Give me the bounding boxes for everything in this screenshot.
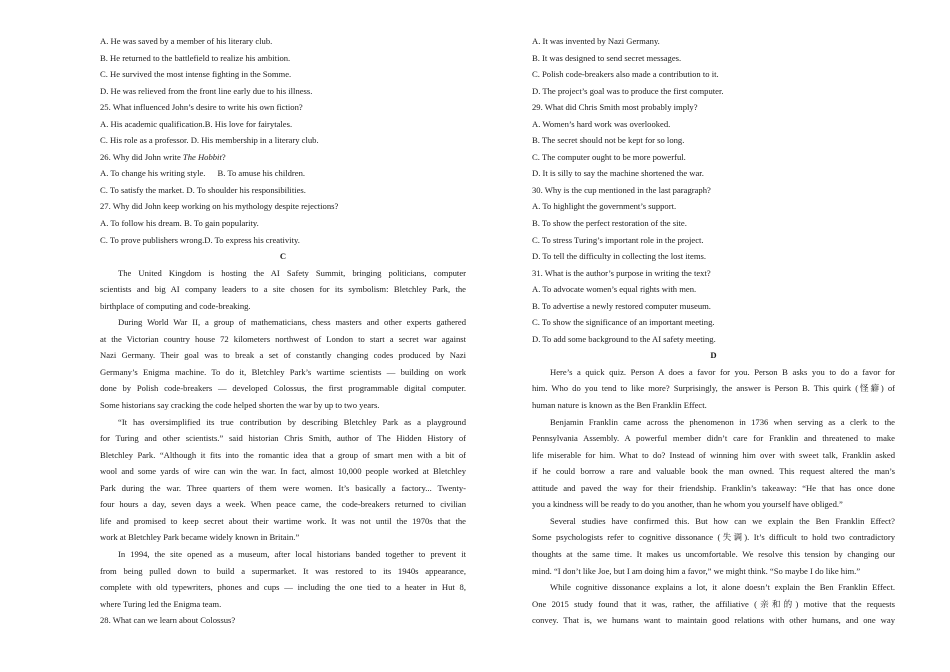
section-d-heading: D xyxy=(710,350,717,361)
q29-option-c: C. The computer ought to be more powerful. xyxy=(532,151,686,162)
q28-option-b: B. It was designed to send secret messages. xyxy=(532,52,682,63)
passage-line: if he could borrow a rare and valuable book the man owned. This request altered the man’s xyxy=(532,466,895,477)
q26-book-title: The Hobbit xyxy=(182,151,222,162)
q27-stem: 27. Why did John keep working on his mythology despite rejections? xyxy=(100,201,339,212)
q28-option-a: A. It was invented by Nazi Germany. xyxy=(532,36,660,46)
q26-stem xyxy=(100,149,466,166)
q24-option-c: C. He survived the most intense fighting in the Somme. xyxy=(100,69,292,80)
q27-options-ab: A. To follow his dream. B. To gain popularity. xyxy=(100,218,259,229)
q31-stem: 31. What is the author’s purpose in writing the text? xyxy=(532,267,711,278)
right-column xyxy=(532,33,895,629)
passage-line-last: birthplace of computing and code-breaking. xyxy=(100,300,251,311)
q31-option-a: A. To advocate women’s equal rights with men. xyxy=(532,284,697,295)
passage-line: from being pulled down to build a supermarket. It was restored to its 1940s appearance, xyxy=(100,565,466,576)
q29-stem: 29. What did Chris Smith most probably imply? xyxy=(532,102,698,113)
passage-line: four hours a day, seven days a week. When peace came, the code-breakers returned to civilian xyxy=(100,499,466,510)
q30-option-b: B. To show the perfect restoration of the site. xyxy=(532,218,687,229)
passage-line: While cognitive dissonance explains a lot, it alone doesn’t explain the Ben Franklin Effect. xyxy=(550,582,895,593)
passage-line: him. Who do you tend to like more? Surprisingly, the answer is Person B. This quirk (怪癖) of xyxy=(532,383,895,394)
passage-line: Here’s a quick quiz. Person A does a favor for you. Person B asks you to do a favor for xyxy=(550,366,895,377)
passage-line: Pennsylvania Assembly. A powerful member didn’t care for Franklin and threatened to make xyxy=(532,433,895,444)
passage-line: Several studies have confirmed this. But how can we explain the Ben Franklin Effect? xyxy=(550,515,895,526)
passage-line: “It has oversimplified its true contribution by describing Bletchley Park as a playground xyxy=(118,416,466,427)
passage-line: Nazi Germany. Their goal was to break a set of constantly changing codes produced by Nazi xyxy=(100,350,466,361)
q28-stem: 28. What can we learn about Colossus? xyxy=(100,615,236,626)
passage-line: One 2015 study found that it was, rather, the affiliative (亲和的) motive that the requests xyxy=(532,598,895,609)
passage-line: attitude and paved the way for their friendship. Franklin’s takeaway: “He that has once done xyxy=(532,482,895,493)
section-c-heading: C xyxy=(279,251,287,262)
q25-options-cd: C. His role as a professor. D. His membership in a literary club. xyxy=(100,135,319,146)
q29-option-a: A. Women’s hard work was overlooked. xyxy=(532,118,671,129)
passage-line: Bletchley Park. “Although it fits into the romantic idea that a group of smart men with a bit of xyxy=(100,449,466,460)
q24-option-b: B. He returned to the battlefield to realize his ambition. xyxy=(100,52,291,63)
passage-line: thoughts at the same time. It makes us uncomfortable. We resolve this tension by changing our xyxy=(532,548,895,559)
passage-line: complete with old typewriters, phones and cups — including the one tied to a heater in Hut 8, xyxy=(100,582,466,593)
q24-option-a: A. He was saved by a member of his literary club. xyxy=(100,36,273,46)
q31-option-d: D. To add some background to the AI safety meeting. xyxy=(532,333,716,344)
q26-stem-post: ? xyxy=(221,151,226,162)
q28-option-d: D. The project’s goal was to produce the first computer. xyxy=(532,85,724,96)
passage-line: wool and some yards of wire can win the war. In fact, almost 10,000 people worked at Bletchley xyxy=(100,466,466,477)
q29-option-b: B. The secret should not be kept for so long. xyxy=(532,135,685,146)
q31-option-c: C. To show the significance of an important meeting. xyxy=(532,317,715,328)
passage-line: scientists and big AI company leaders to a site chosen for its symbolism: Bletchley Park, the xyxy=(100,284,466,295)
passage-line: convey. That is, we humans want to maintain good relations with other humans, and one way xyxy=(532,615,895,626)
passage-line: for Turing and other scientists.” said historian Chris Smith, author of The Hidden History of xyxy=(100,433,466,444)
passage-line: In 1994, the site opened as a museum, after local historians banded together to prevent it xyxy=(118,548,466,559)
left-column xyxy=(100,33,466,629)
q30-stem: 30. Why is the cup mentioned in the last paragraph? xyxy=(532,184,711,195)
q26-option-b: B. To amuse his children. xyxy=(217,168,306,179)
q27-options-cd: C. To prove publishers wrong.D. To express his creativity. xyxy=(100,234,300,245)
passage-line: The United Kingdom is hosting the AI Safety Summit, bringing politicians, computer xyxy=(118,267,466,278)
q30-option-c: C. To stress Turing’s important role in the project. xyxy=(532,234,704,245)
q26-options-cd: C. To satisfy the market. D. To shoulder his responsibilities. xyxy=(100,184,306,195)
q26-options-ab xyxy=(100,165,466,182)
passage-d xyxy=(532,364,895,629)
passage-line: Benjamin Franklin came across the phenomenon in 1736 when serving as a clerk to the xyxy=(550,416,895,427)
q25-options-ab: A. His academic qualification.B. His love for fairytales. xyxy=(100,118,293,129)
passage-line-last: where Turing led the Enigma team. xyxy=(100,598,222,609)
passage-line-last: human nature is known as the Ben Franklin Effect. xyxy=(532,400,707,411)
q31-option-b: B. To advertise a newly restored computer museum. xyxy=(532,300,711,311)
passage-line: at the Victorian country house 72 kilometers northwest of London to start a secret war against xyxy=(100,333,466,344)
passage-line: life miserable for him. What to do? Instead of winning him over with sweet talk, Franklin asked xyxy=(532,449,895,460)
passage-line-last: work at Bletchley Park became widely known in Britain.” xyxy=(100,532,300,543)
passage-c xyxy=(100,265,466,612)
passage-line: life and promised to keep secret about their wartime work. It was not until the 1970s that the xyxy=(100,515,466,526)
q28-option-c: C. Polish code-breakers also made a contribution to it. xyxy=(532,69,719,80)
passage-line-last: you a kindness will be ready to do you another, than he whom you yourself have obliged.” xyxy=(532,499,843,510)
passage-line-last: Some historians say cracking the code helped shorten the war by up to two years. xyxy=(100,400,380,411)
passage-line: During World War II, a group of mathematicians, chess masters and other experts gathered xyxy=(118,317,466,328)
q26-stem-pre: 26. Why did John write xyxy=(100,151,183,162)
q30-option-a: A. To highlight the government’s support. xyxy=(532,201,677,212)
passage-line: done by Polish code-breakers — developed Colossus, the first programmable digital computer. xyxy=(100,383,466,394)
q25-stem: 25. What influenced John’s desire to write his own fiction? xyxy=(100,102,303,113)
passage-line-last: mind. “I don’t like Joe, but I am doing him a favor,” we might think. “So maybe I do like him.” xyxy=(532,565,861,576)
passage-line: Some psychologists refer to cognitive dissonance (失调). It’s difficult to hold two contradictory xyxy=(532,532,895,543)
q26-option-a: A. To change his writing style. xyxy=(100,168,206,179)
q29-option-d: D. It is silly to say the machine shortened the war. xyxy=(532,168,704,179)
passage-line: Park during the war. Three quarters of them were women. It’s basically a factory... Twenty- xyxy=(100,482,466,493)
q24-option-d: D. He was relieved from the front line early due to his illness. xyxy=(100,85,313,96)
q30-option-d: D. To tell the difficulty in collecting the lost items. xyxy=(532,251,707,262)
passage-line: Germany’s Enigma machine. To do it, Bletchley Park’s wartime scientists — building on work xyxy=(100,366,466,377)
